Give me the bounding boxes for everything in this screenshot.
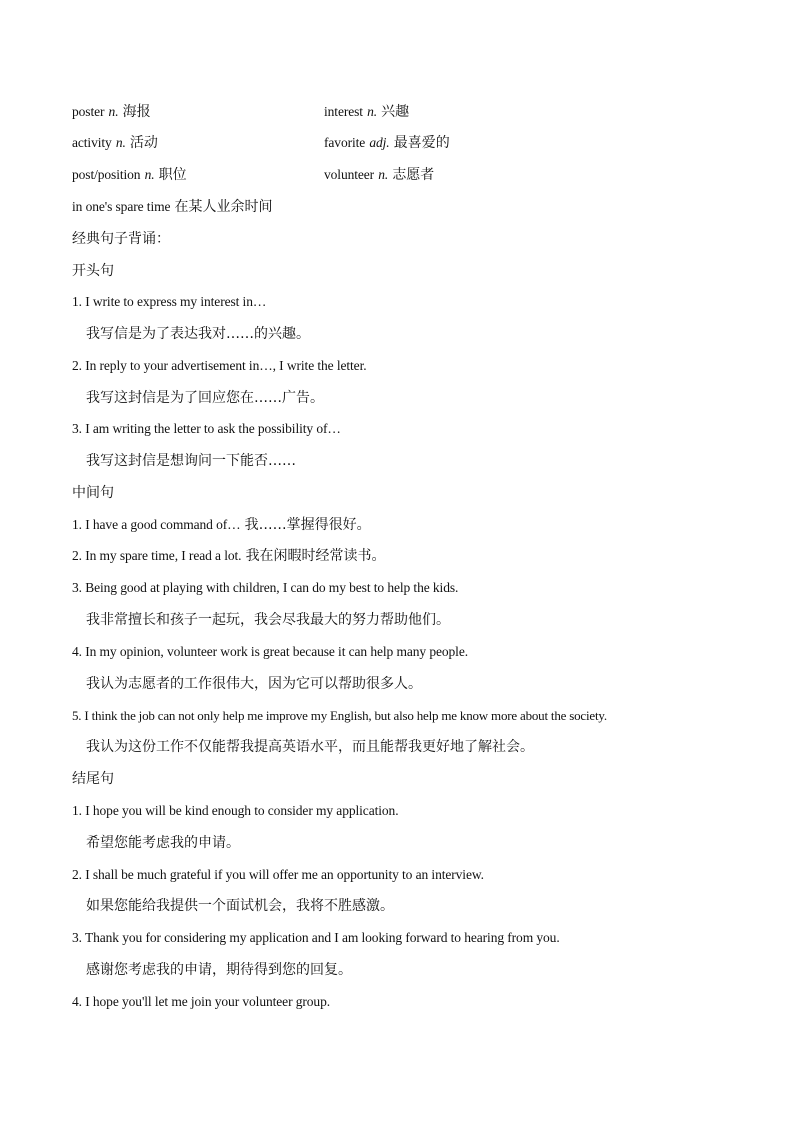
vocab-meaning: 最喜爱的 xyxy=(393,135,450,151)
sentence-zh: 我非常擅长和孩子一起玩，我会尽我最大的努力帮助他们。 xyxy=(86,612,450,628)
phrase-meaning: 在某人业余时间 xyxy=(174,199,273,215)
sentence-en: 2. In reply to your advertisement in…, I write the letter. xyxy=(72,358,367,373)
vocab-meaning: 海报 xyxy=(122,104,151,120)
vocab-word: post/position xyxy=(72,167,141,182)
sentence-zh: 我在闲暇时经常读书。 xyxy=(245,548,386,564)
sentence-zh: 我写这封信是为了回应您在……广告。 xyxy=(86,390,324,406)
sentence-en: 3. Thank you for considering my application and I am looking forward to hearing from you. xyxy=(72,930,560,945)
sentence-en: 3. Being good at playing with children, I can do my best to help the kids. xyxy=(72,580,459,595)
sentence-en: 3. I am writing the letter to ask the possibility of… xyxy=(72,421,341,436)
vocab-pos: n. xyxy=(115,135,126,150)
vocab-word: volunteer xyxy=(324,167,375,182)
sentence-zh: 感谢您考虑我的申请，期待得到您的回复。 xyxy=(86,962,352,978)
sentence-zh: 希望您能考虑我的申请。 xyxy=(86,835,240,851)
vocab-item xyxy=(324,103,409,122)
vocab-pos: n. xyxy=(367,104,378,119)
vocab-pos: n. xyxy=(144,167,155,182)
vocab-pos: n. xyxy=(378,167,389,182)
sentence-inline xyxy=(72,516,371,535)
sentence-en: 4. In my opinion, volunteer work is great because it can help many people. xyxy=(72,644,468,659)
ending-heading: 结尾句 xyxy=(72,771,114,787)
middle-heading: 中间句 xyxy=(72,485,114,501)
opening-heading: 开头句 xyxy=(72,263,114,279)
vocab-pos: n. xyxy=(108,104,119,119)
vocab-word: poster xyxy=(72,104,105,119)
vocab-meaning: 职位 xyxy=(158,167,187,183)
section-title: 经典句子背诵： xyxy=(72,231,170,247)
vocab-word: favorite xyxy=(324,135,366,150)
sentence-zh: 我认为这份工作不仅能帮我提高英语水平，而且能帮我更好地了解社会。 xyxy=(86,739,534,755)
vocab-meaning: 活动 xyxy=(129,135,158,151)
vocab-item xyxy=(72,134,158,153)
sentence-en: 2. I shall be much grateful if you will offer me an opportunity to an interview. xyxy=(72,867,484,882)
vocab-word: interest xyxy=(324,104,363,119)
vocab-meaning: 志愿者 xyxy=(392,167,435,183)
sentence-zh: 我认为志愿者的工作很伟大，因为它可以帮助很多人。 xyxy=(86,676,422,692)
sentence-zh: 如果您能给我提供一个面试机会，我将不胜感激。 xyxy=(86,898,394,914)
phrase-item xyxy=(72,198,273,217)
sentence-zh: 我写这封信是想询问一下能否…… xyxy=(86,453,296,469)
vocab-item xyxy=(72,166,187,185)
sentence-en: 1. I hope you will be kind enough to consider my application. xyxy=(72,803,399,818)
sentence-zh: 我……掌握得很好。 xyxy=(244,517,371,533)
vocab-item xyxy=(324,166,434,185)
sentence-en: 1. I write to express my interest in… xyxy=(72,294,267,309)
sentence-zh: 我写信是为了表达我对……的兴趣。 xyxy=(86,326,310,342)
sentence-inline xyxy=(72,547,386,566)
sentence-en: 4. I hope you'll let me join your volunteer group. xyxy=(72,994,331,1009)
vocab-meaning: 兴趣 xyxy=(381,104,410,120)
vocab-word: activity xyxy=(72,135,112,150)
vocab-pos: adj. xyxy=(369,135,390,150)
sentence-en: 1. I have a good command of… xyxy=(72,517,241,532)
phrase-text: in one's spare time xyxy=(72,199,171,214)
vocab-item xyxy=(324,134,450,153)
vocab-item xyxy=(72,103,151,122)
sentence-en: 5. I think the job can not only help me improve my English, but also help me know more about the society. xyxy=(72,708,607,723)
sentence-en: 2. In my spare time, I read a lot. xyxy=(72,548,242,563)
